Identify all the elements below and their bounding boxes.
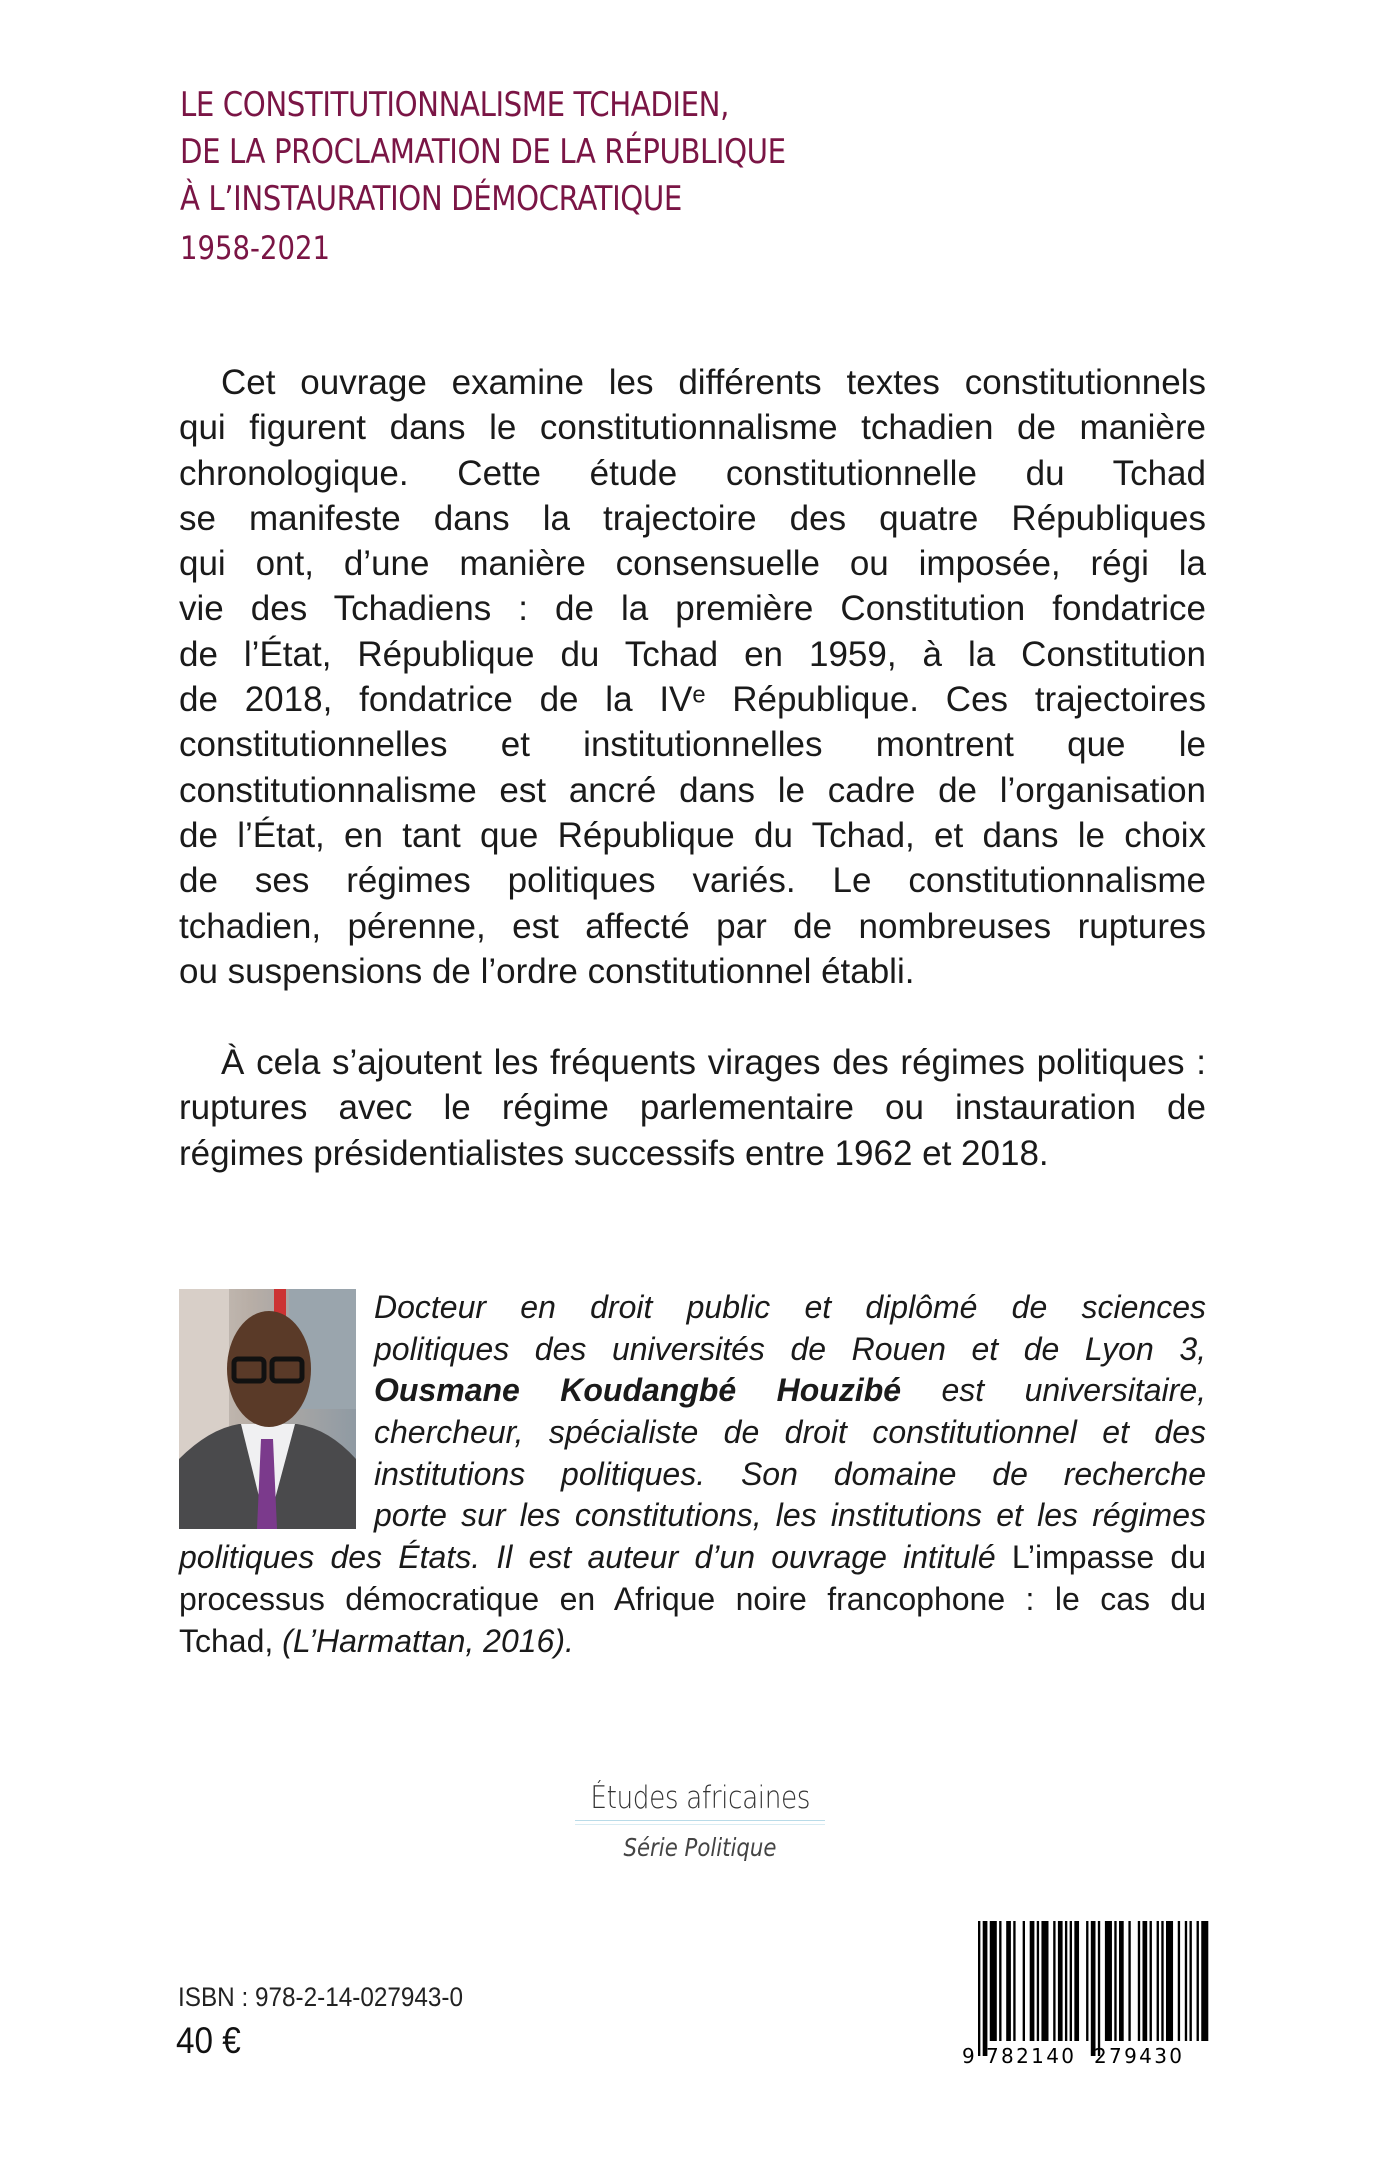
price: 40 €	[176, 2020, 241, 2061]
barcode-bar	[1157, 1921, 1159, 2041]
series-logo	[0, 1780, 1400, 1862]
barcode-bar	[1161, 1921, 1163, 2041]
title-years: 1958-2021	[180, 229, 331, 267]
bio-line: politiques des universités de Rouen et de Lyon 3,	[374, 1330, 1206, 1367]
isbn: ISBN : 978-2-14-027943-0	[178, 1982, 464, 2012]
text-line: À cela s’ajoutent les fréquents virages des régimes politiques :	[221, 1043, 1206, 1082]
barcode-bar	[1058, 1921, 1063, 2041]
text-line: qui figurent dans le constitutionnalisme tchadien de manière	[179, 408, 1206, 448]
title-line-1: LE CONSTITUTIONNALISME TCHADIEN,	[180, 85, 729, 125]
bio-line: Docteur en droit public et diplômé de sciences	[374, 1289, 1206, 1325]
bio-line: institutions politiques. Son domaine de recherche	[374, 1455, 1206, 1492]
barcode-bar	[1105, 1921, 1112, 2041]
title-line-3: À L’INSTAURATION DÉMOCRATIQUE	[180, 179, 682, 219]
barcode-bar	[1074, 1921, 1079, 2041]
text-line: de l’État, en tant que République du Tchad, et dans le choix	[179, 815, 1206, 855]
barcode-bar	[1138, 1921, 1140, 2041]
text-line: tchadien, pérenne, est affecté par de nombreuses ruptures	[179, 906, 1206, 946]
barcode-bar	[1098, 1921, 1100, 2056]
bio-line: Ousmane Koudangbé Houzibé est universitaire,	[374, 1372, 1206, 1409]
barcode-bar	[1150, 1921, 1152, 2041]
barcode-bar	[1091, 1921, 1096, 2056]
barcode-bar	[1128, 1921, 1130, 2041]
barcode-bar	[1023, 1921, 1025, 2041]
text-line: ruptures avec le régime parlementaire ou instauration de	[179, 1088, 1206, 1128]
barcode-bar	[1143, 1921, 1148, 2041]
barcode-lead-digit: 9	[962, 2044, 975, 2066]
barcode-bar	[983, 1921, 988, 2056]
barcode-bar	[1201, 1921, 1208, 2041]
barcode-bar	[1190, 1921, 1192, 2041]
barcode-left-digits: 782140	[986, 2044, 1074, 2066]
barcode-bar	[1006, 1921, 1011, 2041]
barcode-bar	[1197, 1921, 1199, 2041]
barcode-bar	[999, 1921, 1001, 2041]
text-line: Cet ouvrage examine les différents textes constitutionnels	[221, 363, 1206, 402]
barcode-bar	[1086, 1921, 1088, 2041]
bio-line: Tchad, (L’Harmattan, 2016).	[179, 1622, 574, 1659]
text-line: constitutionnalisme est ancré dans le cadre de l’organisation	[179, 770, 1206, 810]
summary-paragraph-1	[179, 360, 1206, 994]
collection-name: Études africaines	[590, 1780, 810, 1816]
text-line: de 2018, fondatrice de la IVᵉ République. Ces trajectoires	[179, 680, 1206, 720]
barcode-bar	[978, 1921, 980, 2056]
text-line: chronologique. Cette étude constitutionnelle du Tchad	[179, 453, 1206, 493]
summary-paragraph-2	[179, 1040, 1206, 1176]
book-title	[180, 82, 884, 273]
barcode-bar	[1053, 1921, 1055, 2041]
text-line: de l’État, République du Tchad en 1959, à la Constitution	[179, 634, 1206, 674]
barcode-bar	[1070, 1921, 1072, 2041]
barcode-bar	[1030, 1921, 1035, 2041]
barcode-right-digits: 279430	[1094, 2044, 1182, 2066]
text-line: régimes présidentialistes successifs entre 1962 et 2018.	[179, 1133, 1049, 1173]
text-line: constitutionnelles et institutionnelles montrent que le	[179, 725, 1206, 765]
barcode-bar	[1013, 1921, 1015, 2041]
series-divider	[575, 1820, 825, 1825]
bio-line: porte sur les constitutions, les institutions et les régimes	[374, 1497, 1206, 1534]
bio-line: chercheur, spécialiste de droit constitutionnel et des	[374, 1414, 1206, 1451]
barcode-bar	[990, 1921, 997, 2041]
text-line: se manifeste dans la trajectoire des quatre Républiques	[179, 498, 1206, 538]
barcode-bar	[1119, 1921, 1124, 2041]
author-name: Ousmane Koudangbé Houzibé	[374, 1372, 902, 1409]
text-line: de ses régimes politiques variés. Le constitutionnalisme	[179, 861, 1206, 901]
bio-line: politiques des États. Il est auteur d’un ouvrage intitulé L’impasse du	[179, 1539, 1207, 1576]
barcode-bar	[1037, 1921, 1039, 2041]
text-line: ou suspensions de l’ordre constitutionnel établi.	[179, 951, 915, 991]
barcode	[960, 1921, 1210, 2066]
barcode-bar	[1166, 1921, 1173, 2041]
title-line-2: DE LA PROCLAMATION DE LA RÉPUBLIQUE	[180, 132, 786, 172]
barcode-bar	[1185, 1921, 1187, 2041]
barcode-bar	[1041, 1921, 1048, 2041]
bio-line: processus démocratique en Afrique noire francophone : le cas du	[179, 1580, 1206, 1617]
text-line: vie des Tchadiens : de la première Constitution fondatrice	[179, 589, 1206, 629]
author-bio	[179, 1287, 1206, 1662]
barcode-bar	[1065, 1921, 1067, 2041]
barcode-bar	[1178, 1921, 1180, 2041]
barcode-bar	[1114, 1921, 1116, 2041]
text-line: qui ont, d’une manière consensuelle ou imposée, régi la	[179, 544, 1206, 584]
subseries-name: Série Politique	[623, 1833, 777, 1862]
